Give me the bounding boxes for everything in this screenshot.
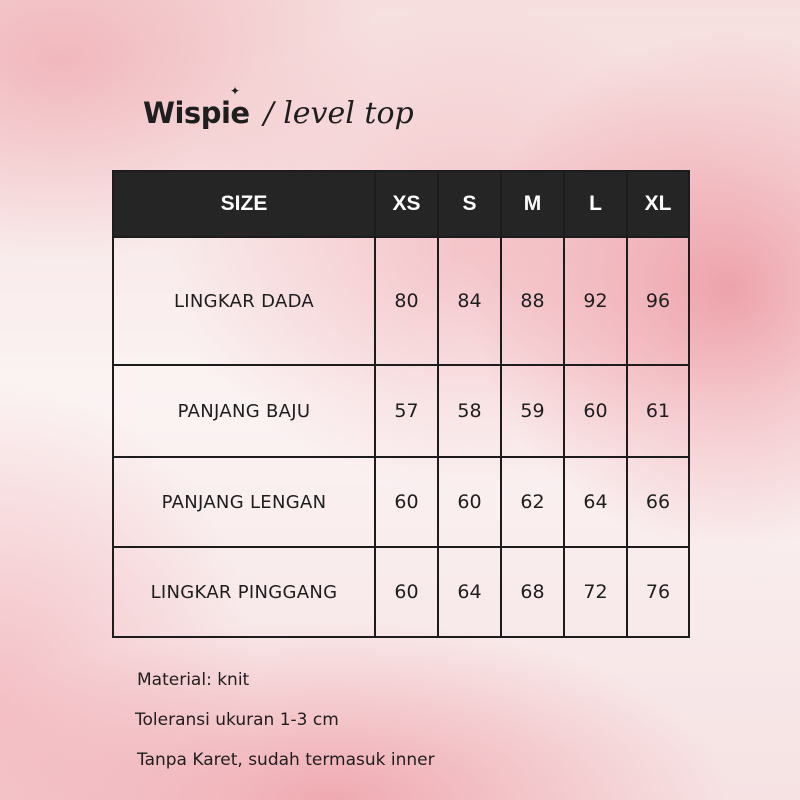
table-cell: 96	[627, 237, 689, 365]
row-label: LINGKAR PINGGANG	[113, 547, 375, 637]
table-cell: 60	[375, 457, 438, 547]
table-cell: 60	[564, 365, 627, 457]
table-cell: 76	[627, 547, 689, 637]
size-chart-table	[112, 170, 690, 638]
row-label: PANJANG LENGAN	[113, 457, 375, 547]
note-material: Material: knit	[137, 670, 250, 690]
table-row	[113, 547, 689, 637]
header-l: L	[564, 171, 627, 237]
brand-subtitle: / level top	[263, 96, 414, 131]
table-cell: 62	[501, 457, 564, 547]
table-cell: 88	[501, 237, 564, 365]
table-cell: 60	[438, 457, 501, 547]
table-cell: 68	[501, 547, 564, 637]
table-cell: 84	[438, 237, 501, 365]
note-tolerance: Toleransi ukuran 1-3 cm	[135, 710, 339, 730]
table-cell: 59	[501, 365, 564, 457]
header-size: SIZE	[113, 171, 375, 237]
table-cell: 64	[564, 457, 627, 547]
table-row	[113, 457, 689, 547]
table-cell: 72	[564, 547, 627, 637]
header-m: M	[501, 171, 564, 237]
table-cell: 80	[375, 237, 438, 365]
header-xl: XL	[627, 171, 689, 237]
brand-header	[143, 84, 414, 131]
table-cell: 61	[627, 365, 689, 457]
brand-logo-text: Wispie	[143, 96, 250, 130]
table-cell: 64	[438, 547, 501, 637]
table-header-row	[113, 171, 689, 237]
table-cell: 60	[375, 547, 438, 637]
table-row	[113, 365, 689, 457]
table-cell: 92	[564, 237, 627, 365]
table-cell: 57	[375, 365, 438, 457]
table-row	[113, 237, 689, 365]
header-s: S	[438, 171, 501, 237]
brand-logo	[143, 84, 250, 130]
table-cell: 58	[438, 365, 501, 457]
header-xs: XS	[375, 171, 438, 237]
row-label: LINGKAR DADA	[113, 237, 375, 365]
sparkle-icon: ✦	[230, 84, 240, 98]
note-elastic: Tanpa Karet, sudah termasuk inner	[137, 750, 435, 770]
table-cell: 66	[627, 457, 689, 547]
row-label: PANJANG BAJU	[113, 365, 375, 457]
